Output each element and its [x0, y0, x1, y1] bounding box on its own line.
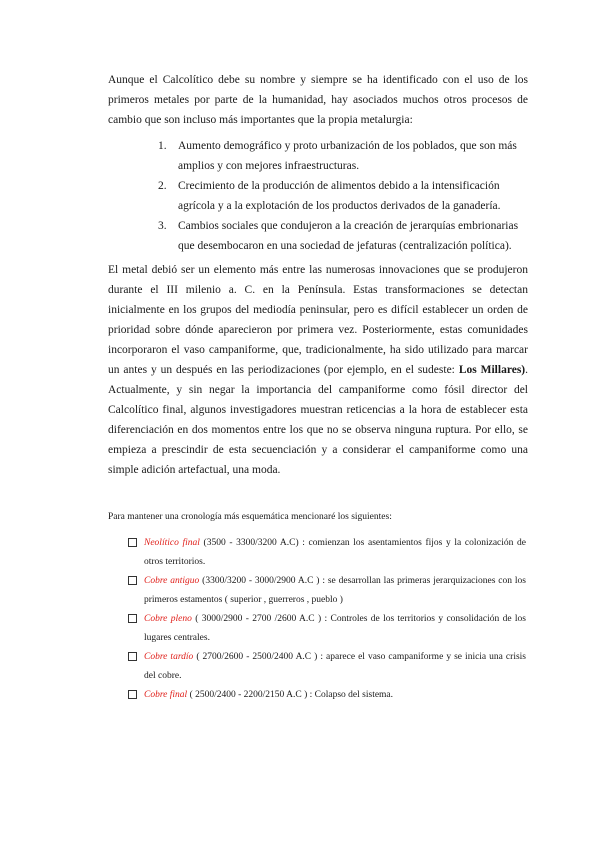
list-item-text: Crecimiento de la producción de alimentos debido a la intensificación agrícola y a la explotación de los productos derivados de la ganadería. [178, 180, 501, 212]
intro-paragraph: Aunque el Calcolítico debe su nombre y siempre se ha identificado con el uso de los primeros metales por parte de la humanidad, hay asociados muchos otros procesos de cambio que son incluso más importantes que la propia metalurgia: [108, 74, 528, 126]
period-description: (3300/3200 - 3000/2900 A.C ) : se desarrollan las primeras jerarquizaciones con los primeros estamentos ( superior , guerreros , pueblo ) [144, 576, 526, 605]
period-name: Neolítico final [144, 538, 200, 548]
causes-list [158, 136, 528, 256]
paragraph-text-start: El metal debió ser un elemento más entre las numerosas innovaciones que se produjeron durante el III milenio a. C. en la Península. Estas transformaciones se detectan inicialmente en los grupos del mediodía peninsular, pero es difícil establecer un orden de prioridad sobre dónde aparecieron por primera vez. Posteriormente, estas comunidades incorporaron el vaso campaniforme, que, tradicionalmente, ha sido utilizado para marcar un antes y un después en las periodizaciones (por ejemplo, en el sudeste: [108, 264, 528, 376]
period-name: Cobre final [144, 690, 188, 700]
period-description: (3500 - 3300/3200 A.C) : comienzan los asentamientos fijos y la colonización de otros territorios. [144, 538, 526, 567]
paragraph-text-end: . Actualmente, y sin negar la importancia del campaniforme como fósil director del Calcolítico final, algunos investigadores muestran reticencias a la hora de establecer esta diferenciación en dos momentos entre los que no se observa ninguna ruptura. Por ello, se empieza a prescindir de esta secuenciación y a considerar el campaniforme como una simple adición artefactual, una moda. [108, 364, 528, 476]
list-item [158, 216, 528, 256]
checkbox-icon [128, 614, 137, 623]
period-description: ( 2500/2400 - 2200/2150 A.C ) : Colapso del sistema. [187, 690, 394, 700]
los-millares-bold: Los Millares) [458, 364, 526, 376]
checkbox-icon [128, 576, 137, 585]
period-description: ( 3000/2900 - 2700 /2600 A.C ) : Controles de los territorios y consolidación de los lugares centrales. [144, 614, 526, 643]
list-item-text: Aumento demográfico y proto urbanización de los poblados, que son más amplios y con mejores infraestructuras. [178, 140, 517, 172]
metal-paragraph [108, 260, 528, 480]
list-number: 3. [158, 220, 167, 232]
list-item [126, 610, 526, 648]
list-item [158, 176, 528, 216]
list-number: 1. [158, 140, 167, 152]
period-name: Cobre antiguo [144, 576, 200, 586]
list-number: 2. [158, 180, 167, 192]
period-description: ( 2700/2600 - 2500/2400 A.C ) : aparece el vaso campaniforme y se inicia una crisis del cobre. [144, 652, 526, 681]
list-item [126, 648, 526, 686]
period-name: Cobre pleno [144, 614, 192, 624]
checkbox-icon [128, 538, 137, 547]
chronology-list [126, 534, 526, 705]
checkbox-icon [128, 652, 137, 661]
list-item [126, 686, 526, 705]
period-name: Cobre tardío [144, 652, 194, 662]
checkbox-icon [128, 690, 137, 699]
list-item [158, 136, 528, 176]
list-item [126, 572, 526, 610]
list-item-text: Cambios sociales que condujeron a la creación de jerarquías embrionarias que desembocaron en una sociedad de jefaturas (centralización política). [178, 220, 519, 252]
list-item [126, 534, 526, 572]
chronology-intro: Para mantener una cronología más esquemática mencionaré los siguientes: [108, 512, 392, 522]
